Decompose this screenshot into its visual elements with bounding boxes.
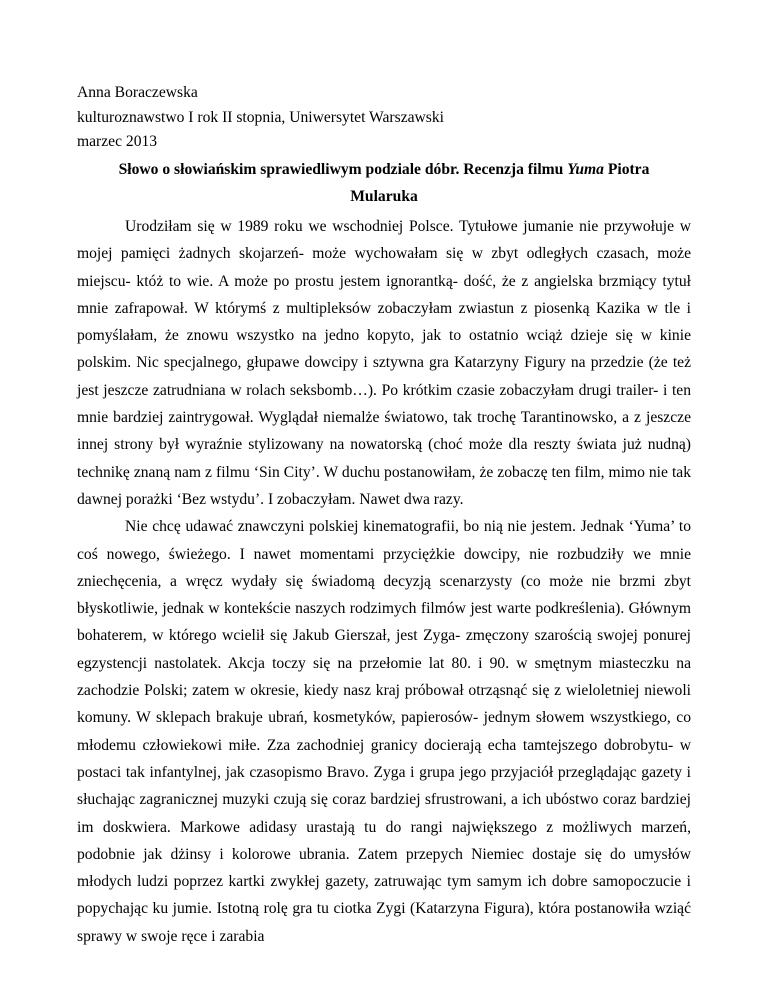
author-affiliation: kulturoznawstwo I rok II stopnia, Uniwersytet Warszawski (77, 108, 444, 126)
paragraph-1: Urodziłam się w 1989 roku we wschodniej Polsce. Tytułowe jumanie nie przywołuje w mojej pamięci żadnych skojarzeń- może wychowałam się w zbyt odległych czasach, może miejscu- któż to wie. A może po prostu jestem ignorantką- dość, że z angielska brzmiący tytuł mnie zafrapował. W którymś z multipleksów zobaczyłam zwiastun z piosenką Kazika w tle i pomyślałam, że znowu wszystko na jedno kopyto, jak to ostatnio wciąż dzieje się w kinie polskim. Nic specjalnego, głupawe dowcipy i sztywna gra Katarzyny Figury na przedzie (że też jest jeszcze zatrudniana w rolach seksbomb…). Po krótkim czasie zobaczyłam drugi trailer- i ten mnie bardziej zaintrygował. Wyglądał niemalże światowo, tak trochę Tarantinowsko, a z jeszcze innej strony był wyraźnie stylizowany na nowatorską (choć może dla reszty świata już nudną) technikę znaną nam z filmu ‘Sin City’. W duchu postanowiłam, że zobaczę ten film, mimo nie tak dawnej porażki ‘Bez wstydu’. I zobaczyłam. Nawet dwa razy. (77, 217, 691, 508)
author-name: Anna Boraczewska (77, 84, 198, 101)
title-lead: Słowo o słowiańskim sprawiedliwym podziale dóbr. Recenzja filmu (118, 160, 568, 178)
document-date: marzec 2013 (77, 133, 158, 151)
title-tail: Piotra Mularuka (350, 160, 650, 206)
document-body (77, 81, 691, 950)
title-film-name: Yuma (567, 160, 604, 178)
paragraph-2: Nie chcę udawać znawczyni polskiej kinematografii, bo nią nie jestem. Jednak ‘Yuma’ to coś nowego, świeżego. I nawet momentami przyciężkie dowcipy, nie rozbudziły we mnie zniechęcenia, a wręcz wydały się świadomą decyzją scenarzysty (co może nie brzmi zbyt błyskotliwie, jednak w kontekście naszych rodzimych filmów jest warte podkreślenia). Głównym bohaterem, w którego wcielił się Jakub Gierszał, jest Zyga- zmęczony szarością swojej ponurej egzystencji nastolatek. Akcja toczy się na przełomie lat 80. i 90. w smętnym miasteczku na zachodzie Polski; zatem w okresie, kiedy nasz kraj próbował otrząsnąć się z wieloletniej niewoli komuny. W sklepach brakuje ubrań, kosmetyków, papierosów- jednym słowem wszystkiego, co młodemu człowiekowi miłe. Zza zachodniej granicy docierają echa tamtejszego dobrobytu- w postaci tak infantylnej, jak czasopismo Bravo. Zyga i grupa jego przyjaciół przeglądając gazety i słuchając zagranicznej muzyki czują się coraz bardziej sfrustrowani, a ich ubóstwo coraz bardziej im doskwiera. Markowe adidasy urastają tu do rangi największego z możliwych marzeń, podobnie jak dżinsy i kolorowe ubrania. Zatem przepych Niemiec dostaje się do umysłów młodych ludzi poprzez kartki zwykłej gazety, zatruwając tym samym ich dobre samopoczucie i popychając ku jumie. Istotną rolę gra tu ciotka Zygi (Katarzyna Figura), która postanowiła wziąć sprawy w swoje ręce i zarabia (77, 518, 691, 945)
review-title (77, 156, 691, 211)
